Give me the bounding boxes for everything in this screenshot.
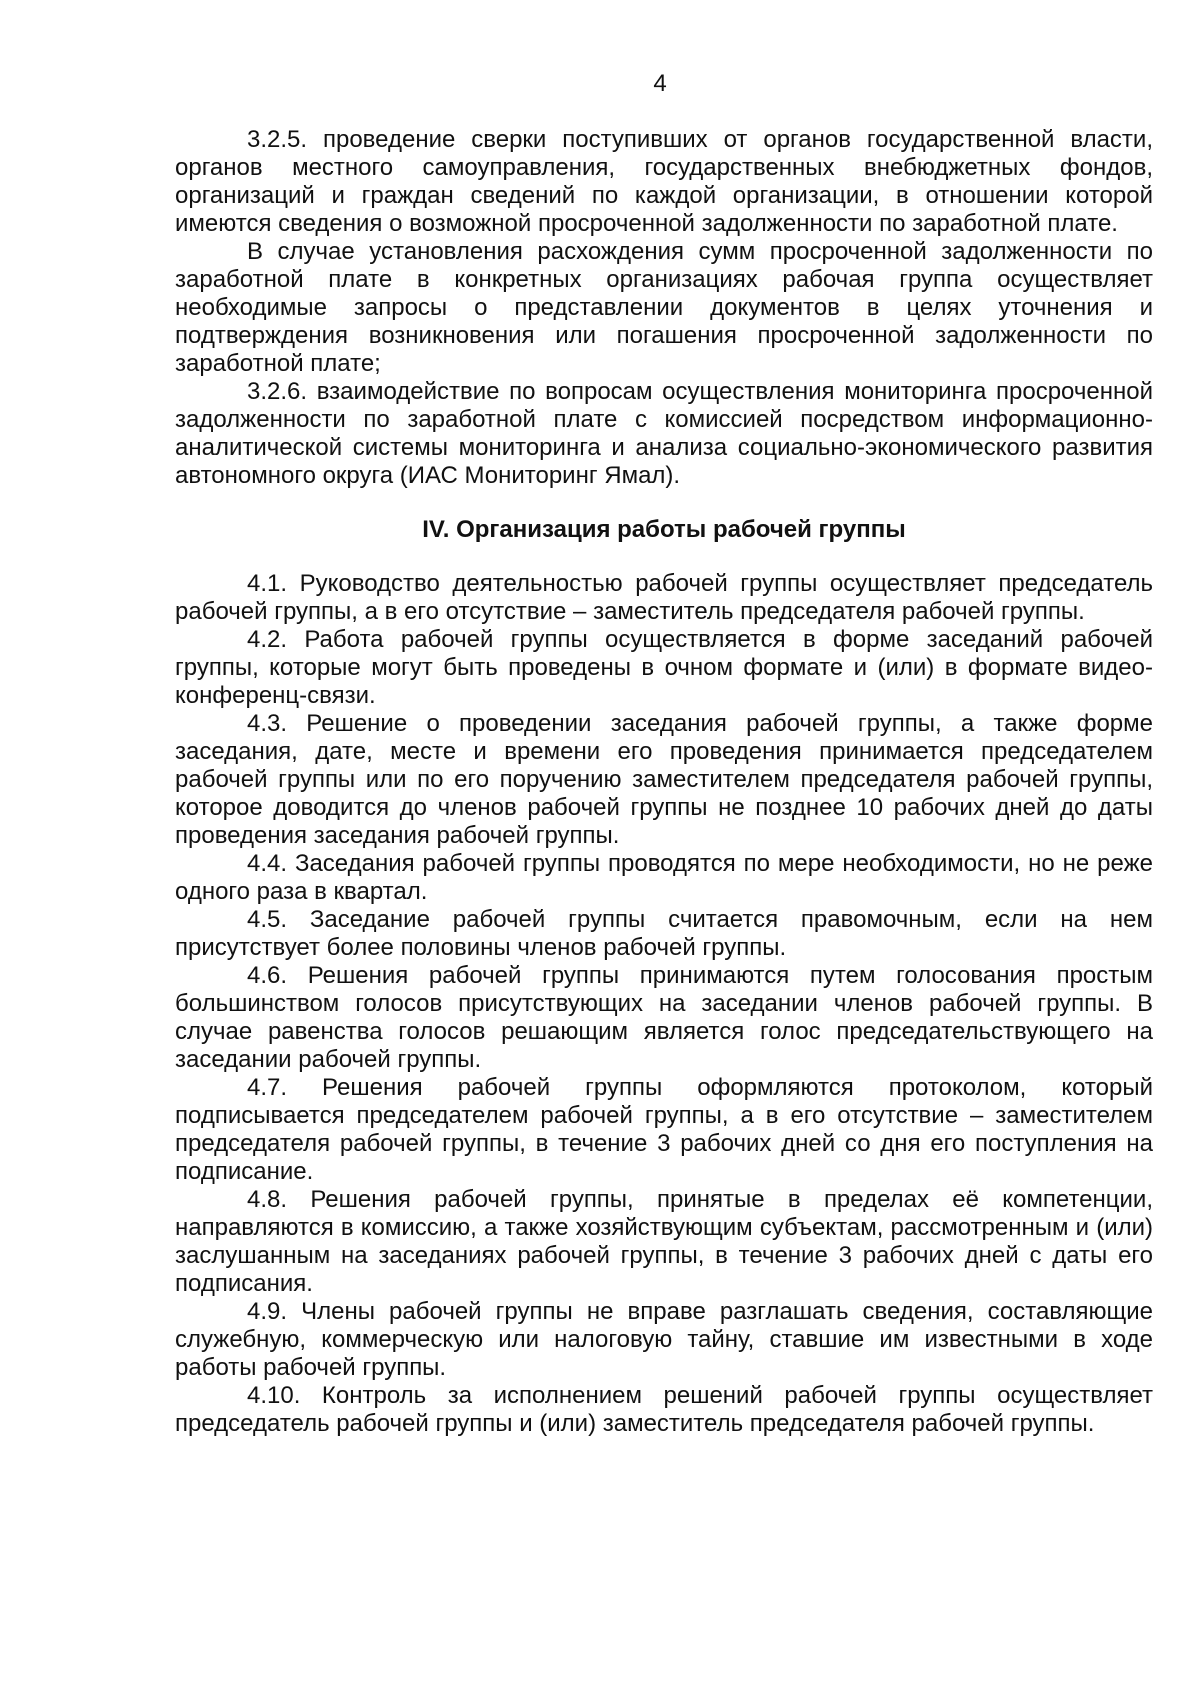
paragraph-4-3: 4.3. Решение о проведении заседания рабочей группы, а также форме заседания, дате, месте и времени его проведения принимается председателем рабочей группы или по его поручению заместителем председателя рабочей группы, которое доводится до членов рабочей группы не позднее 10 рабочих дней до даты проведения заседания рабочей группы. — [175, 710, 1153, 849]
section-heading-iv: IV. Организация работы рабочей группы — [422, 516, 906, 543]
paragraph-4-2: 4.2. Работа рабочей группы осуществляется в форме заседаний рабочей группы, которые могут быть проведены в очном формате и (или) в формате видео-конференц-связи. — [175, 626, 1153, 709]
paragraph-4-7: 4.7. Решения рабочей группы оформляются протоколом, который подписывается председателем рабочей группы, а в его отсутствие – заместителем председателя рабочей группы, в течение 3 рабочих дней со дня его поступления на подписание. — [175, 1074, 1153, 1185]
paragraph-4-5: 4.5. Заседание рабочей группы считается правомочным, если на нем присутствует более половины членов рабочей группы. — [175, 906, 1153, 961]
paragraph-4-1: 4.1. Руководство деятельностью рабочей группы осуществляет председатель рабочей группы, а в его отсутствие – заместитель председателя рабочей группы. — [175, 570, 1153, 625]
paragraph-3-2-6: 3.2.6. взаимодействие по вопросам осуществления мониторинга просроченной задолженности по заработной плате с комиссией посредством информационно-аналитической системы мониторинга и анализа социально-экономического развития автономного округа (ИАС Мониторинг Ямал). — [175, 378, 1153, 489]
paragraph-4-10: 4.10. Контроль за исполнением решений рабочей группы осуществляет председатель рабочей группы и (или) заместитель председателя рабочей группы. — [175, 1382, 1153, 1437]
paragraph-3-2-5: 3.2.5. проведение сверки поступивших от органов государственной власти, органов местного самоуправления, государственных внебюджетных фондов, организаций и граждан сведений по каждой организации, в отношении которой имеются сведения о возможной просроченной задолженности по заработной плате. — [175, 126, 1153, 237]
paragraph-4-4: 4.4. Заседания рабочей группы проводятся по мере необходимости, но не реже одного раза в квартал. — [175, 850, 1153, 905]
paragraph-4-8: 4.8. Решения рабочей группы, принятые в пределах её компетенции, направляются в комиссию, а также хозяйствующим субъектам, рассмотренным и (или) заслушанным на заседаниях рабочей группы, в течение 3 рабочих дней с даты его подписания. — [175, 1186, 1153, 1297]
paragraph-4-9: 4.9. Члены рабочей группы не вправе разглашать сведения, составляющие служебную, коммерческую или налоговую тайну, ставшие им известными в ходе работы рабочей группы. — [175, 1298, 1153, 1381]
paragraph-4-6: 4.6. Решения рабочей группы принимаются путем голосования простым большинством голосов присутствующих на заседании членов рабочей группы. В случае равенства голосов решающим является голос председательствующего на заседании рабочей группы. — [175, 962, 1153, 1073]
paragraph-3-2-5-continuation: В случае установления расхождения сумм просроченной задолженности по заработной плате в конкретных организациях рабочая группа осуществляет необходимые запросы о представлении документов в целях уточнения и подтверждения возникновения или погашения просроченной задолженности по заработной плате; — [175, 238, 1153, 377]
document-body — [175, 126, 1153, 1438]
page-number: 4 — [653, 70, 667, 97]
